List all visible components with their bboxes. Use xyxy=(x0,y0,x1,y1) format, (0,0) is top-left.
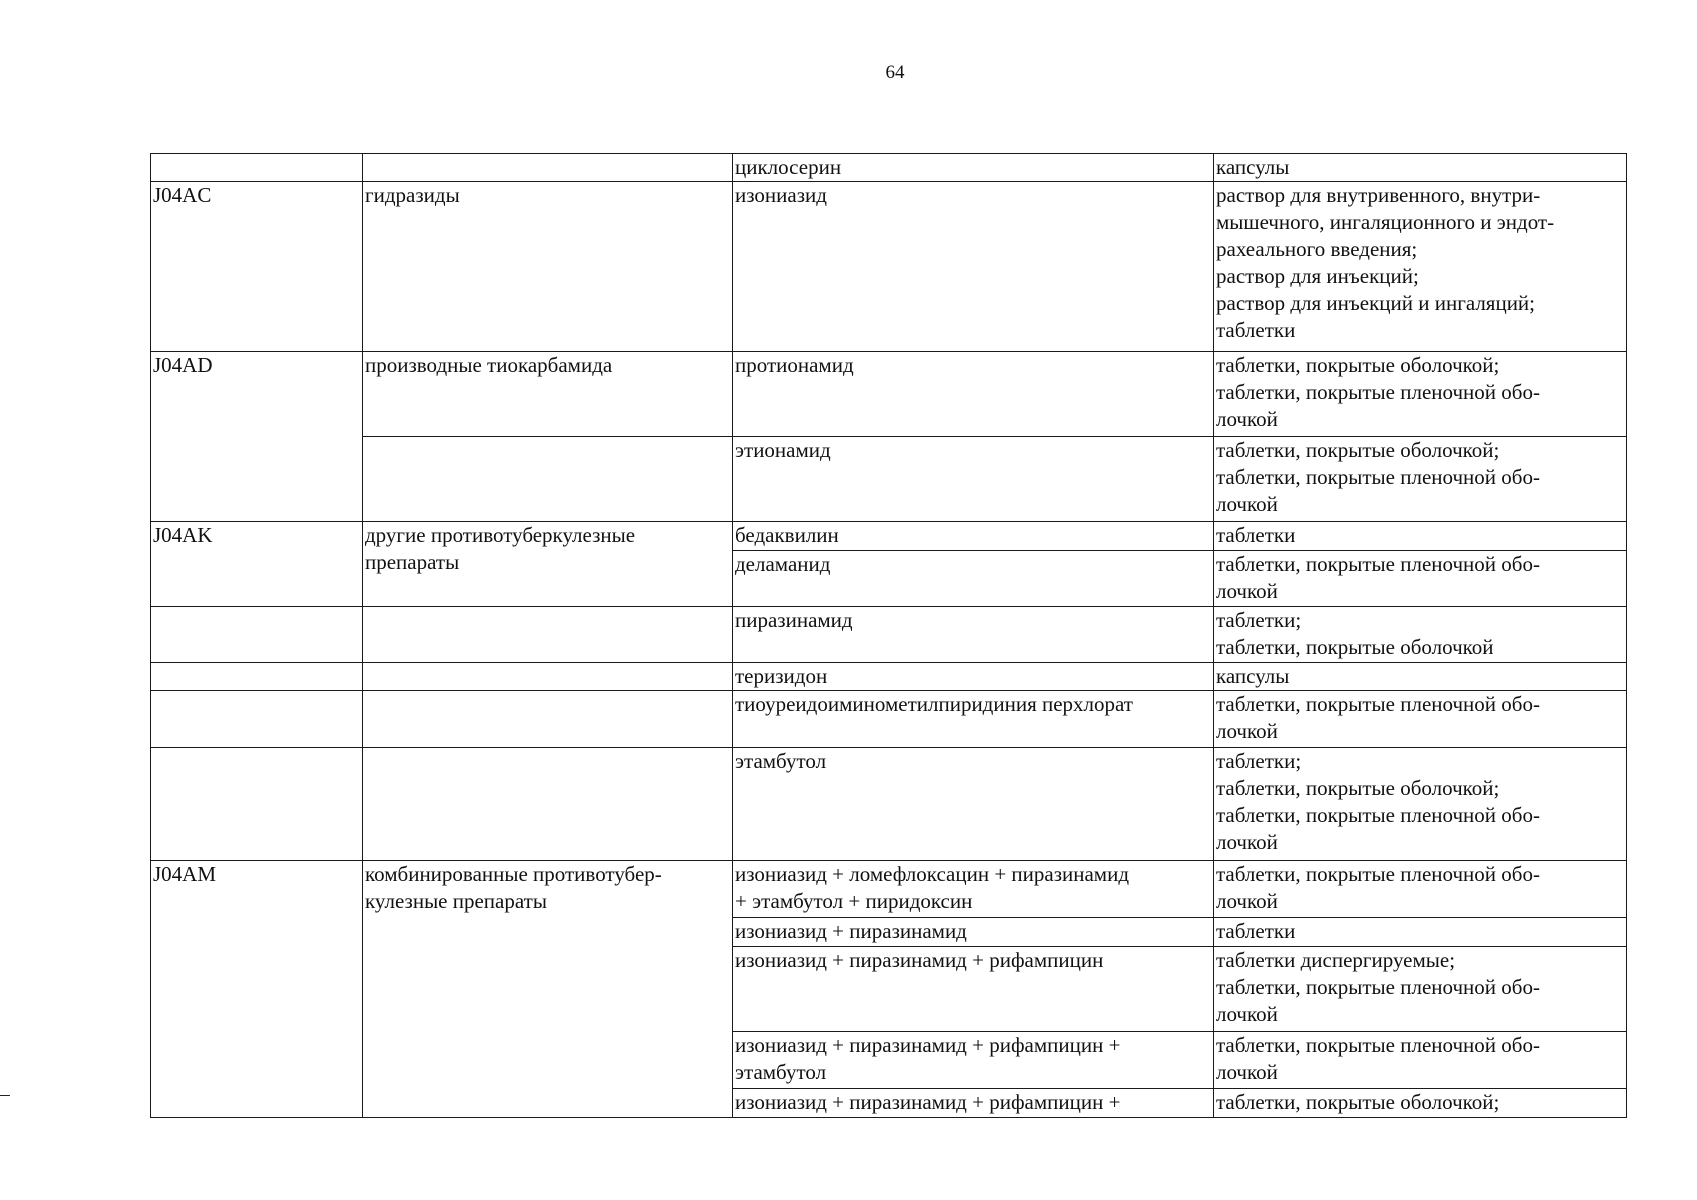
group-cell xyxy=(363,748,733,861)
dosage-form-cell xyxy=(1214,918,1627,947)
drug-name-cell xyxy=(733,861,1214,918)
dosage-form: таблетки; xyxy=(1216,749,1302,773)
drug-name: изониазид + пиразинамид + рифампицин + xyxy=(735,1033,1121,1057)
group-cell xyxy=(363,522,733,607)
dosage-form: лочкой xyxy=(1216,889,1278,913)
table-row xyxy=(151,522,1627,551)
dosage-form-cell xyxy=(1214,1032,1627,1089)
atc-code: J04AM xyxy=(153,862,217,886)
drug-name: изониазид + пиразинамид + рифампицин xyxy=(735,948,1104,972)
dosage-form: раствор для внутривенного, внутри- xyxy=(1216,183,1541,207)
group-name: гидразиды xyxy=(365,183,460,207)
dosage-form: таблетки xyxy=(1216,523,1296,547)
atc-code-cell xyxy=(151,522,363,607)
drug-name: этамбутол xyxy=(735,749,827,773)
margin-mark xyxy=(0,1095,10,1096)
atc-code: J04AK xyxy=(153,523,213,547)
dosage-form-cell xyxy=(1214,352,1627,437)
atc-code-cell xyxy=(151,748,363,861)
dosage-form: таблетки, покрытые оболочкой; xyxy=(1216,1090,1500,1114)
table-row xyxy=(151,182,1627,352)
table-row xyxy=(151,352,1627,437)
group-name: кулезные препараты xyxy=(365,889,547,913)
drug-name-cell xyxy=(733,607,1214,663)
drug-name: протионамид xyxy=(735,353,854,377)
dosage-form: таблетки, покрытые оболочкой xyxy=(1216,635,1494,659)
atc-code: J04AC xyxy=(153,183,212,207)
dosage-form: лочкой xyxy=(1216,830,1278,854)
drug-name-cell xyxy=(733,1089,1214,1118)
dosage-form: таблетки, покрытые пленочной обо- xyxy=(1216,692,1540,716)
table-row xyxy=(151,748,1627,861)
dosage-form: таблетки, покрытые пленочной обо- xyxy=(1216,862,1540,886)
dosage-form-cell xyxy=(1214,663,1627,691)
group-cell xyxy=(363,182,733,352)
drug-table xyxy=(150,153,1627,1118)
dosage-form-cell xyxy=(1214,947,1627,1032)
group-cell xyxy=(363,861,733,1118)
drug-name-cell xyxy=(733,551,1214,607)
drug-name: тиоуреидоиминометилпиридиния перхлорат xyxy=(735,692,1133,716)
atc-code-cell xyxy=(151,182,363,352)
table-row xyxy=(151,437,1627,522)
dosage-form: лочкой xyxy=(1216,719,1278,743)
drug-name-cell xyxy=(733,918,1214,947)
group-name: комбинированные противотубер- xyxy=(365,862,662,886)
table-row xyxy=(151,691,1627,748)
dosage-form: таблетки xyxy=(1216,318,1296,342)
drug-name-cell xyxy=(733,663,1214,691)
dosage-form: раствор для инъекций; xyxy=(1216,264,1419,288)
atc-code-cell xyxy=(151,352,363,522)
group-cell xyxy=(363,437,733,522)
dosage-form: таблетки, покрытые оболочкой; xyxy=(1216,438,1500,462)
atc-code-cell xyxy=(151,663,363,691)
dosage-form-cell xyxy=(1214,861,1627,918)
group-cell xyxy=(363,352,733,437)
drug-name: + этамбутол + пиридоксин xyxy=(735,889,973,913)
atc-code-cell xyxy=(151,607,363,663)
drug-name: деламанид xyxy=(735,552,831,576)
drug-name-cell xyxy=(733,1032,1214,1089)
group-cell xyxy=(363,154,733,182)
drug-name-cell xyxy=(733,947,1214,1032)
dosage-form: мышечного, ингаляционного и эндот- xyxy=(1216,210,1555,234)
dosage-form-cell xyxy=(1214,1089,1627,1118)
dosage-form: таблетки, покрытые пленочной обо- xyxy=(1216,1033,1540,1057)
dosage-form-cell xyxy=(1214,522,1627,551)
dosage-form: лочкой xyxy=(1216,492,1278,516)
drug-name: теризидон xyxy=(735,664,828,688)
dosage-form-cell xyxy=(1214,748,1627,861)
drug-name-cell xyxy=(733,691,1214,748)
dosage-form: капсулы xyxy=(1216,155,1290,179)
dosage-form: таблетки, покрытые пленочной обо- xyxy=(1216,975,1540,999)
dosage-form-cell xyxy=(1214,154,1627,182)
table-row xyxy=(151,861,1627,918)
group-name: другие противотуберкулезные xyxy=(365,523,636,547)
atc-code-cell xyxy=(151,154,363,182)
dosage-form: рахеального введения; xyxy=(1216,237,1418,261)
dosage-form: таблетки, покрытые пленочной обо- xyxy=(1216,380,1540,404)
dosage-form: лочкой xyxy=(1216,407,1278,431)
drug-table-container xyxy=(150,153,1626,1118)
dosage-form: капсулы xyxy=(1216,664,1290,688)
dosage-form: таблетки, покрытые пленочной обо- xyxy=(1216,803,1540,827)
drug-name: пиразинамид xyxy=(735,608,853,632)
atc-code-cell xyxy=(151,861,363,1118)
group-name: производные тиокарбамида xyxy=(365,353,613,377)
atc-code: J04AD xyxy=(153,353,213,377)
dosage-form-cell xyxy=(1214,437,1627,522)
drug-name: циклосерин xyxy=(735,155,842,179)
group-cell xyxy=(363,607,733,663)
drug-name-cell xyxy=(733,352,1214,437)
dosage-form: таблетки диспергируемые; xyxy=(1216,948,1456,972)
table-row xyxy=(151,154,1627,182)
dosage-form: таблетки, покрытые пленочной обо- xyxy=(1216,465,1540,489)
table-row xyxy=(151,607,1627,663)
group-cell xyxy=(363,663,733,691)
dosage-form: таблетки, покрытые оболочкой; xyxy=(1216,776,1500,800)
dosage-form-cell xyxy=(1214,607,1627,663)
drug-name-cell xyxy=(733,182,1214,352)
drug-name-cell xyxy=(733,437,1214,522)
dosage-form: таблетки xyxy=(1216,919,1296,943)
drug-name: этионамид xyxy=(735,438,831,462)
dosage-form: таблетки, покрытые пленочной обо- xyxy=(1216,552,1540,576)
drug-name: изониазид + пиразинамид + рифампицин + xyxy=(735,1090,1121,1114)
dosage-form: раствор для инъекций и ингаляций; xyxy=(1216,291,1536,315)
dosage-form-cell xyxy=(1214,691,1627,748)
group-name: препараты xyxy=(365,550,460,574)
dosage-form-cell xyxy=(1214,182,1627,352)
dosage-form: таблетки; xyxy=(1216,608,1302,632)
drug-name: изониазид xyxy=(735,183,827,207)
drug-name: этамбутол xyxy=(735,1060,827,1084)
dosage-form: таблетки, покрытые оболочкой; xyxy=(1216,353,1500,377)
dosage-form: лочкой xyxy=(1216,1002,1278,1026)
table-row xyxy=(151,663,1627,691)
drug-name-cell xyxy=(733,522,1214,551)
atc-code-cell xyxy=(151,691,363,748)
dosage-form: лочкой xyxy=(1216,1060,1278,1084)
drug-name: бедаквилин xyxy=(735,523,839,547)
drug-name: изониазид + пиразинамид xyxy=(735,919,967,943)
drug-name-cell xyxy=(733,154,1214,182)
group-cell xyxy=(363,691,733,748)
page-number: 64 xyxy=(885,62,905,83)
dosage-form: лочкой xyxy=(1216,579,1278,603)
dosage-form-cell xyxy=(1214,551,1627,607)
drug-name-cell xyxy=(733,748,1214,861)
drug-name: изониазид + ломефлоксацин + пиразинамид xyxy=(735,862,1130,886)
